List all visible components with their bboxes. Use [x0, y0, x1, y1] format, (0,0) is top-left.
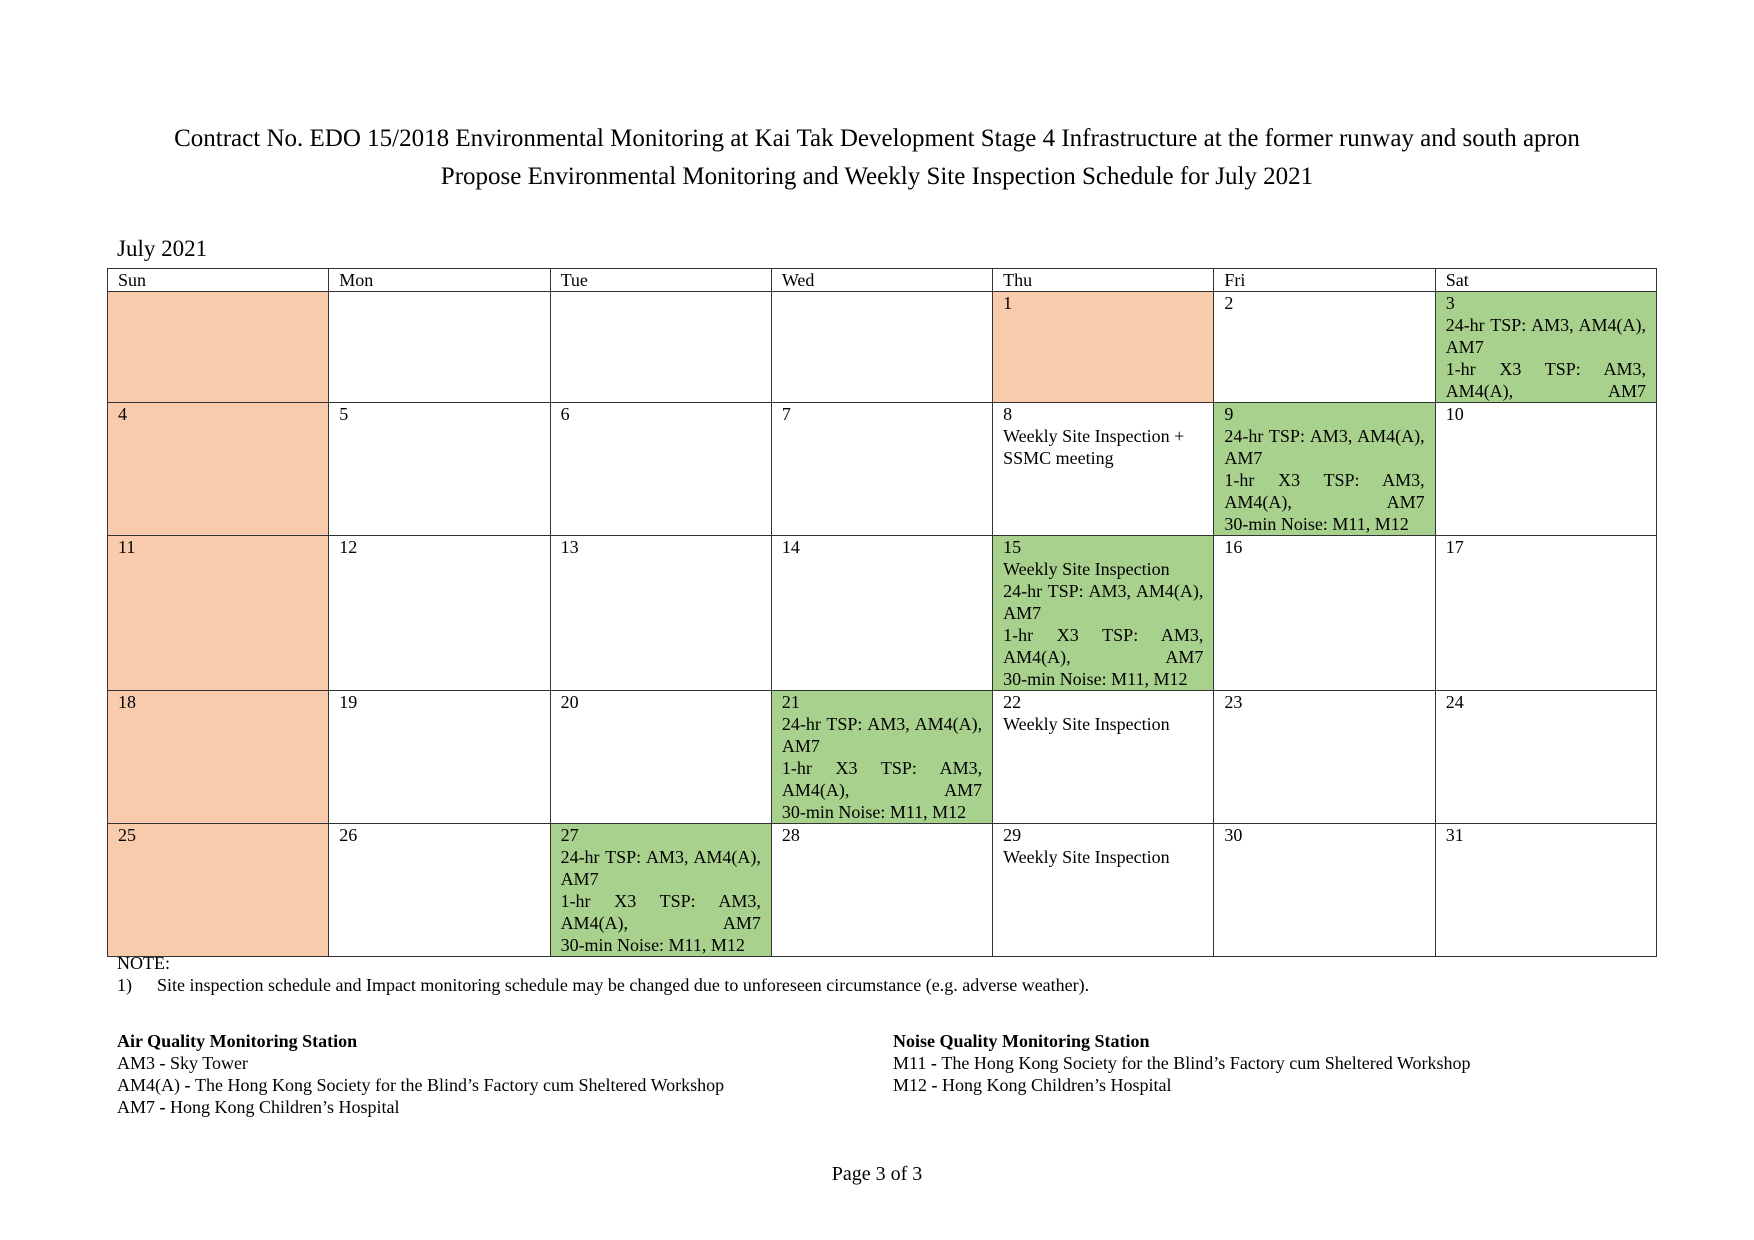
- calendar-day-28: [771, 824, 992, 957]
- day-number: 2: [1224, 293, 1234, 313]
- calendar-empty-wed: [771, 292, 992, 403]
- calendar-day-3: [1435, 292, 1656, 403]
- day-number: 29: [1003, 825, 1022, 845]
- schedule-entry: 1-hr X3 TSP: AM3, AM4(A), AM7: [1003, 625, 1204, 667]
- day-number: 23: [1224, 692, 1243, 712]
- weekday-sun: Sun: [108, 269, 329, 292]
- calendar-day-25: [108, 824, 329, 957]
- day-number: 27: [560, 825, 579, 845]
- calendar-empty-tue: [550, 292, 771, 403]
- station-name: The Hong Kong Society for the Blind’s Factory cum Sheltered Workshop: [941, 1053, 1471, 1073]
- day-number: 30: [1224, 825, 1243, 845]
- weekday-mon: Mon: [329, 269, 550, 292]
- calendar-day-27: [550, 824, 771, 957]
- station-code: AM7: [117, 1097, 156, 1117]
- document-title: [0, 120, 1754, 196]
- weekday-sat: Sat: [1435, 269, 1656, 292]
- noise-station-legend: [893, 1030, 1470, 1096]
- weekday-header-row: [108, 269, 1657, 292]
- day-number: 4: [118, 404, 127, 424]
- schedule-entry: 24-hr TSP: AM3, AM4(A), AM7: [1445, 315, 1646, 357]
- day-number: 24: [1445, 692, 1464, 712]
- note-text: Site inspection schedule and Impact monitoring schedule may be changed due to unforeseen circumstance (e.g. adverse weather).: [157, 975, 1090, 995]
- schedule-entry: 30-min Noise: M11, M12: [781, 802, 967, 822]
- calendar-day-8: [993, 403, 1214, 536]
- schedule-entry: 24-hr TSP: AM3, AM4(A), AM7: [560, 847, 761, 889]
- calendar-day-9: [1214, 403, 1435, 536]
- weekday-thu: Thu: [993, 269, 1214, 292]
- day-number: 17: [1445, 537, 1464, 557]
- schedule-entry: 24-hr TSP: AM3, AM4(A), AM7: [1003, 581, 1204, 623]
- day-number: 1: [1003, 293, 1013, 313]
- day-number: 22: [1003, 692, 1022, 712]
- calendar-day-18: [108, 691, 329, 824]
- day-number: 9: [1224, 404, 1234, 424]
- schedule-entry: 1-hr X3 TSP: AM3, AM4(A), AM7: [1224, 470, 1425, 512]
- day-number: 25: [118, 825, 136, 845]
- page-number: Page 3 of 3: [831, 1163, 923, 1185]
- calendar-day-24: [1435, 691, 1656, 824]
- legend-item-am7: AM7 - Hong Kong Children’s Hospital: [117, 1097, 400, 1117]
- calendar-week-row: [108, 691, 1657, 824]
- calendar-day-31: [1435, 824, 1656, 957]
- day-number: 16: [1224, 537, 1243, 557]
- calendar-day-13: [550, 536, 771, 691]
- schedule-entry: 24-hr TSP: AM3, AM4(A), AM7: [1224, 426, 1425, 468]
- day-number: 13: [560, 537, 579, 557]
- calendar-day-16: [1214, 536, 1435, 691]
- day-number: 15: [1003, 537, 1022, 557]
- contract-title: Contract No. EDO 15/2018 Environmental Monitoring at Kai Tak Development Stage 4 Infrastructure at the former runway and south apron: [174, 125, 1580, 152]
- calendar-week-row: [108, 292, 1657, 403]
- day-number: 21: [781, 692, 800, 712]
- calendar-day-26: [329, 824, 550, 957]
- schedule-entry: Weekly Site Inspection + SSMC meeting: [1003, 426, 1185, 468]
- station-code: M12: [893, 1075, 928, 1095]
- calendar-week-row: [108, 403, 1657, 536]
- calendar-day-30: [1214, 824, 1435, 957]
- calendar-week-row: [108, 824, 1657, 957]
- calendar-day-17: [1435, 536, 1656, 691]
- schedule-entry: Weekly Site Inspection: [1003, 559, 1170, 579]
- day-number: 7: [781, 404, 791, 424]
- month-caption: July 2021: [117, 236, 208, 261]
- day-number: 3: [1445, 293, 1455, 313]
- station-name: Sky Tower: [170, 1053, 248, 1073]
- calendar-day-11: [108, 536, 329, 691]
- legend-item-m12: M12 - Hong Kong Children’s Hospital: [893, 1075, 1172, 1095]
- noise-legend-heading: Noise Quality Monitoring Station: [893, 1031, 1150, 1051]
- day-number: 18: [118, 692, 136, 712]
- calendar-day-2: [1214, 292, 1435, 403]
- weekday-wed: Wed: [771, 269, 992, 292]
- day-number: 11: [118, 537, 136, 557]
- calendar-day-21: [771, 691, 992, 824]
- legend-item-am4a: AM4(A) - The Hong Kong Society for the Blind’s Factory cum Sheltered Workshop: [117, 1075, 725, 1095]
- station-name: Hong Kong Children’s Hospital: [170, 1097, 400, 1117]
- schedule-entry: 1-hr X3 TSP: AM3, AM4(A), AM7: [1445, 359, 1646, 401]
- calendar-day-4: [108, 403, 329, 536]
- day-number: 8: [1003, 404, 1013, 424]
- calendar-day-29: [993, 824, 1214, 957]
- day-number: 6: [560, 404, 570, 424]
- calendar-day-10: [1435, 403, 1656, 536]
- station-code: M11: [893, 1053, 927, 1073]
- weekday-fri: Fri: [1214, 269, 1435, 292]
- calendar-day-7: [771, 403, 992, 536]
- schedule-entry: 30-min Noise: M11, M12: [1003, 669, 1188, 689]
- calendar-day-22: [993, 691, 1214, 824]
- note-item: [117, 974, 1089, 996]
- calendar-day-1: [993, 292, 1214, 403]
- notes-section: [117, 952, 1089, 996]
- calendar-day-19: [329, 691, 550, 824]
- day-number: 14: [781, 537, 800, 557]
- day-number: 28: [781, 825, 800, 845]
- calendar-day-12: [329, 536, 550, 691]
- schedule-title: Propose Environmental Monitoring and Weekly Site Inspection Schedule for July 2021: [440, 163, 1314, 190]
- calendar-empty-mon: [329, 292, 550, 403]
- legend-item-am3: AM3 - Sky Tower: [117, 1053, 248, 1073]
- calendar-day-15: [993, 536, 1214, 691]
- weekday-tue: Tue: [550, 269, 771, 292]
- schedule-entry: 30-min Noise: M11, M12: [1224, 514, 1409, 534]
- schedule-entry: Weekly Site Inspection: [1003, 714, 1170, 734]
- calendar-day-23: [1214, 691, 1435, 824]
- day-number: 12: [339, 537, 358, 557]
- station-name: Hong Kong Children’s Hospital: [942, 1075, 1172, 1095]
- air-station-legend: [117, 1030, 724, 1118]
- calendar-table: [107, 268, 1657, 957]
- calendar-week-row: [108, 536, 1657, 691]
- schedule-entry: 1-hr X3 TSP: AM3, AM4(A), AM7: [560, 891, 761, 933]
- calendar-day-14: [771, 536, 992, 691]
- day-number: 20: [560, 692, 579, 712]
- calendar-day-6: [550, 403, 771, 536]
- schedule-entry: 24-hr TSP: AM3, AM4(A), AM7: [781, 714, 983, 756]
- day-number: 10: [1445, 404, 1464, 424]
- air-legend-heading: Air Quality Monitoring Station: [117, 1031, 358, 1051]
- schedule-entry: 30-min Noise: M11, M12: [560, 935, 745, 955]
- station-name: The Hong Kong Society for the Blind’s Factory cum Sheltered Workshop: [195, 1075, 725, 1095]
- schedule-entry: 1-hr X3 TSP: AM3, AM4(A), AM7: [781, 758, 983, 800]
- day-number: 5: [339, 404, 349, 424]
- calendar-day-20: [550, 691, 771, 824]
- calendar-empty-sun: [108, 292, 329, 403]
- legend-item-m11: M11 - The Hong Kong Society for the Blind’s Factory cum Sheltered Workshop: [893, 1053, 1471, 1073]
- notes-heading: NOTE:: [117, 953, 170, 973]
- day-number: 31: [1445, 825, 1464, 845]
- station-code: AM3: [117, 1053, 156, 1073]
- schedule-entry: Weekly Site Inspection: [1003, 847, 1170, 867]
- station-code: AM4(A): [117, 1075, 180, 1095]
- calendar-day-5: [329, 403, 550, 536]
- note-number: 1): [117, 975, 132, 995]
- day-number: 19: [339, 692, 358, 712]
- day-number: 26: [339, 825, 358, 845]
